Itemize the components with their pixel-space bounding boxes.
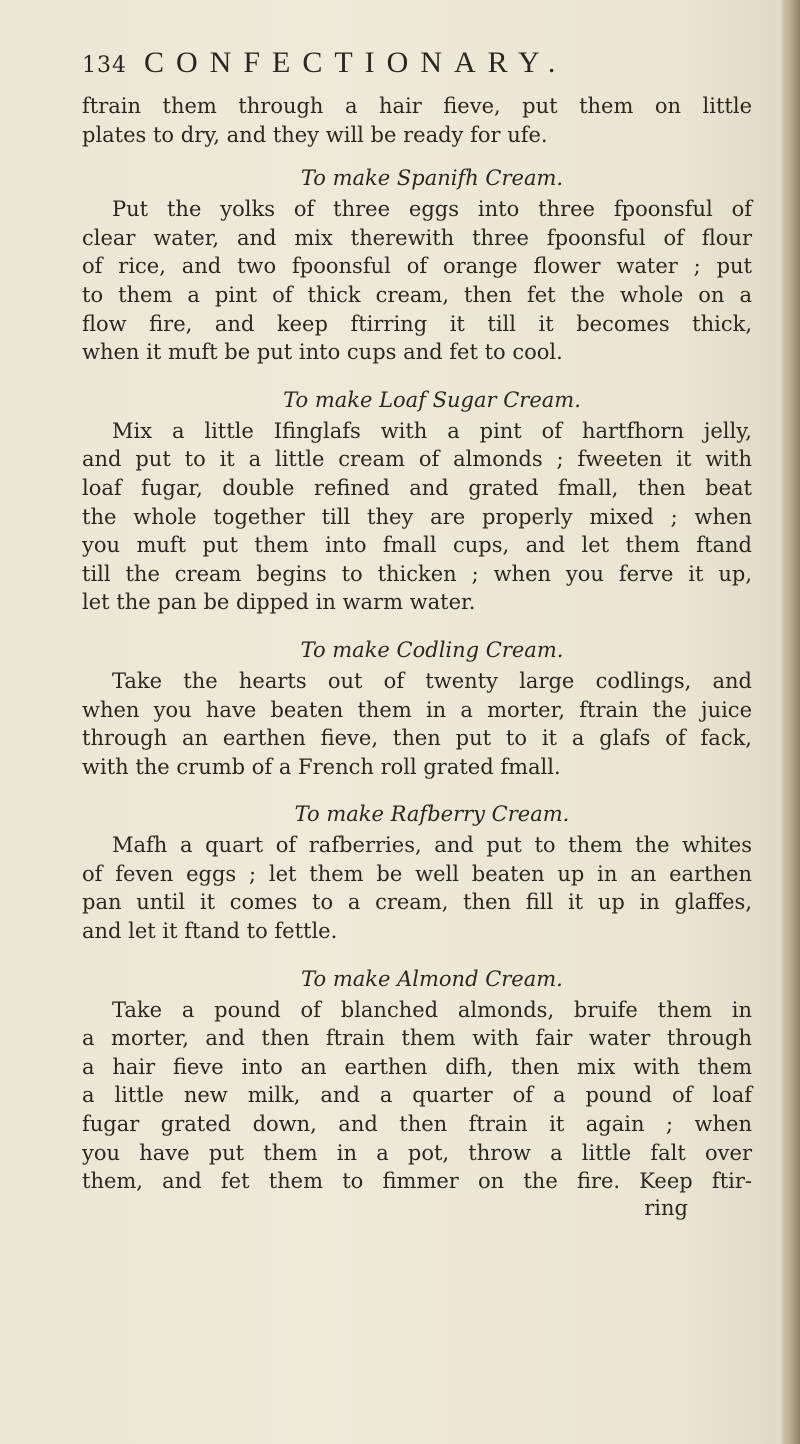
text-line: Take a pound of blanched almonds, bruife them in	[112, 997, 752, 1022]
text-line: and let it ftand to fettle.	[82, 919, 338, 944]
text-line: flow fire, and keep ftirring it till it becomes thick,	[82, 311, 752, 336]
text-line: till the cream begins to thicken ; when you ferve it up,	[82, 561, 752, 586]
text-line: when you have beaten them in a morter, ftrain the juice	[82, 697, 752, 722]
text-line: with the crumb of a French roll grated fmall.	[82, 754, 561, 779]
text-line: of feven eggs ; let them be well beaten up in an earthen	[82, 861, 752, 886]
recipe-loaf-sugar-cream	[82, 385, 752, 617]
recipe-almond-cream	[82, 964, 752, 1196]
text-line: pan until it comes to a cream, then fill it up in glaffes,	[82, 890, 752, 915]
recipe-heading: To make Almond Cream.	[301, 966, 563, 991]
recipe-heading: To make Spanifh Cream.	[300, 166, 564, 191]
text-line: to them a pint of thick cream, then fet the whole on a	[82, 282, 752, 307]
page-number: 134	[82, 53, 127, 78]
text-line: you muft put them into fmall cups, and let them ftand	[82, 533, 752, 558]
text-line: loaf fugar, double refined and grated fmall, then beat	[82, 475, 752, 500]
text-line: clear water, and mix therewith three fpoonsful of flour	[82, 225, 752, 250]
text-line: of rice, and two fpoonsful of orange flower water ; put	[82, 254, 752, 279]
text-line: when it muft be put into cups and fet to cool.	[82, 340, 563, 365]
text-line: you have put them in a pot, throw a little falt over	[82, 1140, 752, 1165]
page-content	[82, 46, 752, 1220]
text-line: them, and fet them to fimmer on the fire. Keep ftir-	[82, 1169, 752, 1194]
text-line: and put to it a little cream of almonds ; fweeten it with	[82, 447, 752, 472]
recipe-heading: To make Loaf Sugar Cream.	[283, 387, 581, 412]
text-line: Put the yolks of three eggs into three fpoonsful of	[112, 197, 752, 222]
text-line: a morter, and then ftrain them with fair water through	[82, 1026, 752, 1051]
text-line: a hair fieve into an earthen difh, then mix with them	[82, 1054, 752, 1079]
catchword: ring	[644, 1195, 688, 1220]
recipe-codling-cream	[82, 635, 752, 781]
recipe-spanish-cream	[82, 163, 752, 367]
recipe-heading: To make Rafberry Cream.	[294, 802, 570, 827]
text-line: Take the hearts out of twenty large codlings, and	[112, 668, 752, 693]
text-line: the whole together till they are properly mixed ; when	[82, 504, 752, 529]
page-gutter-shadow	[782, 0, 800, 1444]
text-line: Mafh a quart of rafberries, and put to them the whites	[112, 833, 752, 858]
text-line: through an earthen fieve, then put to it a glafs of fack,	[82, 726, 752, 751]
text-line: fugar grated down, and then ftrain it again ; when	[82, 1112, 752, 1137]
text-line: plates to dry, and they will be ready for ufe.	[82, 122, 548, 147]
text-line: a little new milk, and a quarter of a pound of loaf	[82, 1083, 752, 1108]
text-line: Mix a little Ifinglafs with a pint of hartfhorn jelly,	[112, 418, 752, 443]
running-title: CONFECTIONARY.	[144, 46, 568, 79]
text-line: let the pan be dipped in warm water.	[82, 590, 476, 615]
opening-paragraph	[82, 92, 752, 149]
text-line: ftrain them through a hair fieve, put them on little	[82, 94, 752, 118]
running-head	[82, 46, 752, 86]
recipe-rasberry-cream	[82, 799, 752, 945]
recipe-heading: To make Codling Cream.	[300, 637, 564, 662]
